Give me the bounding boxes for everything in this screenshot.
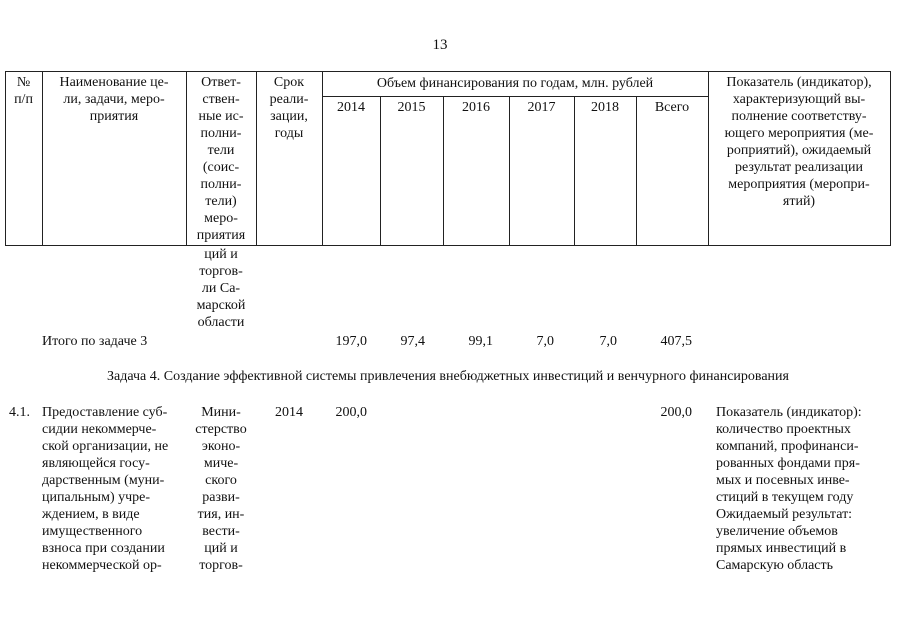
header-name: Наименование це- ли, задачи, меро- приятия	[59, 75, 169, 124]
header-year-2016: 2016	[462, 100, 490, 115]
header-year-2017: 2017	[527, 100, 556, 115]
header-total: Всего	[654, 100, 690, 115]
header-year-2015: 2015	[397, 100, 426, 115]
row-41-executor: Мини- стерство эконо- миче- ского разви- тия, ин- вести- ций и торгов-	[195, 405, 247, 573]
total-2014: 197,0	[335, 334, 367, 349]
total-2015: 97,4	[400, 334, 425, 349]
carryover-executor: ций и торгов- ли Са- марской области	[196, 247, 246, 330]
col-border	[890, 71, 891, 245]
page-number: 13	[432, 37, 448, 53]
row-41-2014: 200,0	[335, 405, 367, 420]
row-41-num: 4.1.	[9, 405, 30, 420]
header-bottom-border	[5, 245, 891, 246]
col-border	[574, 96, 575, 245]
total-row-label: Итого по задаче 3	[42, 334, 148, 349]
row-41-total: 200,0	[660, 405, 692, 420]
col-border	[636, 96, 637, 245]
task-heading: Задача 4. Создание эффективной системы привлечения внебюджетных инвестиций и венчурного финансирования	[107, 369, 789, 384]
table-top-border	[5, 71, 891, 72]
row-41-term: 2014	[275, 405, 303, 420]
total-2016: 99,1	[468, 334, 493, 349]
header-num: № п/п	[14, 75, 33, 107]
col-border	[509, 96, 510, 245]
total-2018: 7,0	[599, 334, 617, 349]
col-border	[443, 96, 444, 245]
header-executor: Ответ- ствен- ные ис- полни- тели (соис- полни- тели) меро- приятия	[196, 75, 246, 243]
col-border	[322, 71, 323, 245]
header-funding-title: Объем финансирования по годам, млн. рублей	[376, 76, 654, 91]
total-2017: 7,0	[536, 334, 554, 349]
header-year-2014: 2014	[337, 100, 365, 115]
header-indicator: Показатель (индикатор), характеризующий вы- полнение соответству- ющего мероприятия (ме- роприятий), ожидаемый результат реализации мероприятия (меропри- ятий)	[724, 75, 874, 209]
total-all: 407,5	[660, 334, 692, 349]
header-term: Срок реали- зации, годы	[269, 75, 309, 141]
row-41-indicator: Показатель (индикатор): количество проектных компаний, профинанси- рованных фондами пря- мых и посевных инве- стиций в текущем году Ожидаемый результат: увеличение объемов прямых инвестиций в Самарскую область	[716, 405, 862, 573]
col-border	[380, 96, 381, 245]
header-year-2018: 2018	[591, 100, 619, 115]
row-41-name: Предоставление суб- сидии некоммерче- ской организации, не являющейся госу- дарственным (муни- ципальным) учре- ждением, в виде имущественного взноса при создании некоммерческой ор-	[42, 405, 169, 573]
